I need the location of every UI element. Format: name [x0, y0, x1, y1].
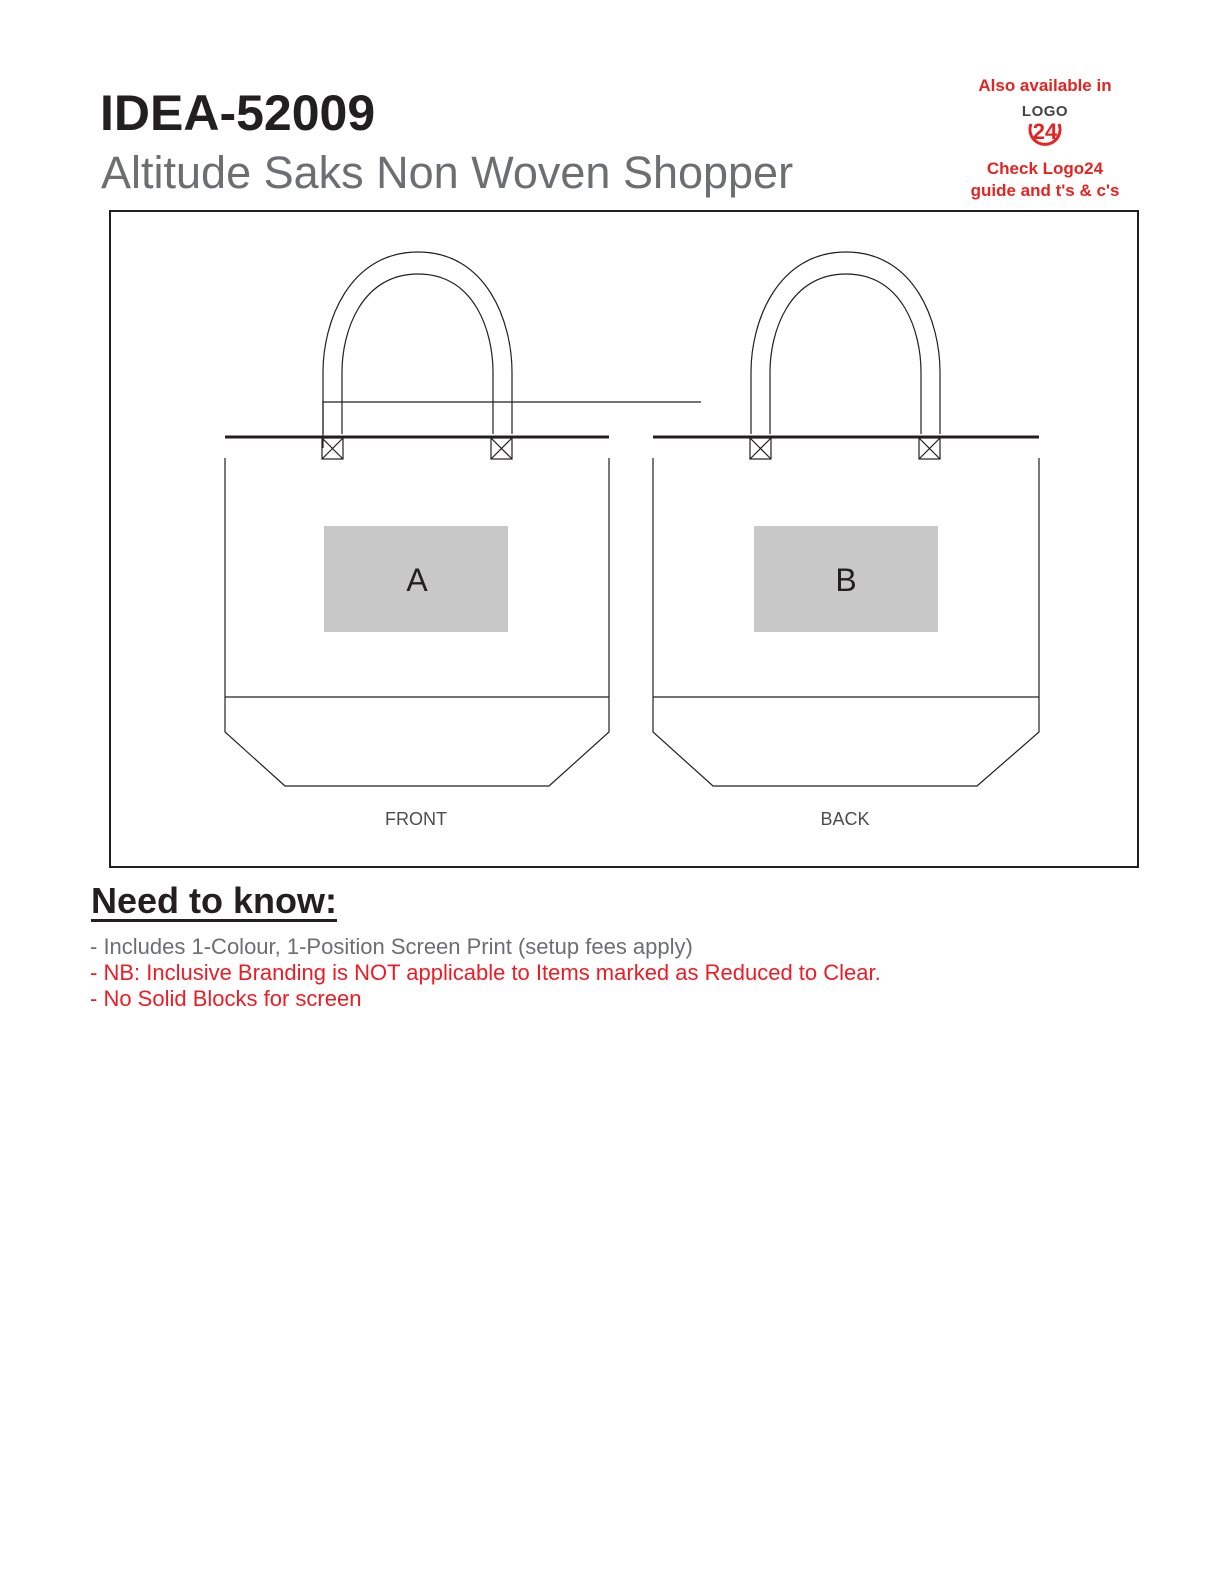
logo-badge-logo-word: LOGO	[1021, 103, 1069, 120]
front-print-area-label: A	[406, 562, 428, 598]
product-name: Altitude Saks Non Woven Shopper	[101, 147, 794, 198]
logo-badge-availability-text: Also available in	[978, 76, 1112, 95]
need-to-know-item: - No Solid Blocks for screen	[90, 986, 362, 1011]
need-to-know-list	[90, 934, 881, 1012]
need-to-know-heading: Need to know:	[91, 880, 338, 921]
back-view-label: BACK	[820, 809, 870, 829]
logo24-badge	[950, 72, 1140, 202]
product-drawing-frame	[109, 210, 1139, 868]
front-view-label: FRONT	[385, 809, 447, 829]
back-bag-handle	[750, 252, 940, 459]
back-print-area-label: B	[835, 562, 857, 598]
bag-line-drawing	[111, 212, 1137, 866]
logo-badge-guide-text	[950, 158, 1140, 202]
logo-badge-guide-line-2: guide and t's & c's	[970, 181, 1120, 201]
product-code: IDEA-52009	[100, 85, 376, 141]
logo-badge-logo-number: 24	[1032, 119, 1058, 144]
front-bag-handle	[322, 252, 512, 459]
need-to-know-item: - Includes 1-Colour, 1-Position Screen Print (setup fees apply)	[90, 934, 693, 959]
logo-badge-guide-line-1: Check Logo24	[986, 159, 1104, 178]
need-to-know-item: - NB: Inclusive Branding is NOT applicable to Items marked as Reduced to Clear.	[90, 960, 881, 985]
